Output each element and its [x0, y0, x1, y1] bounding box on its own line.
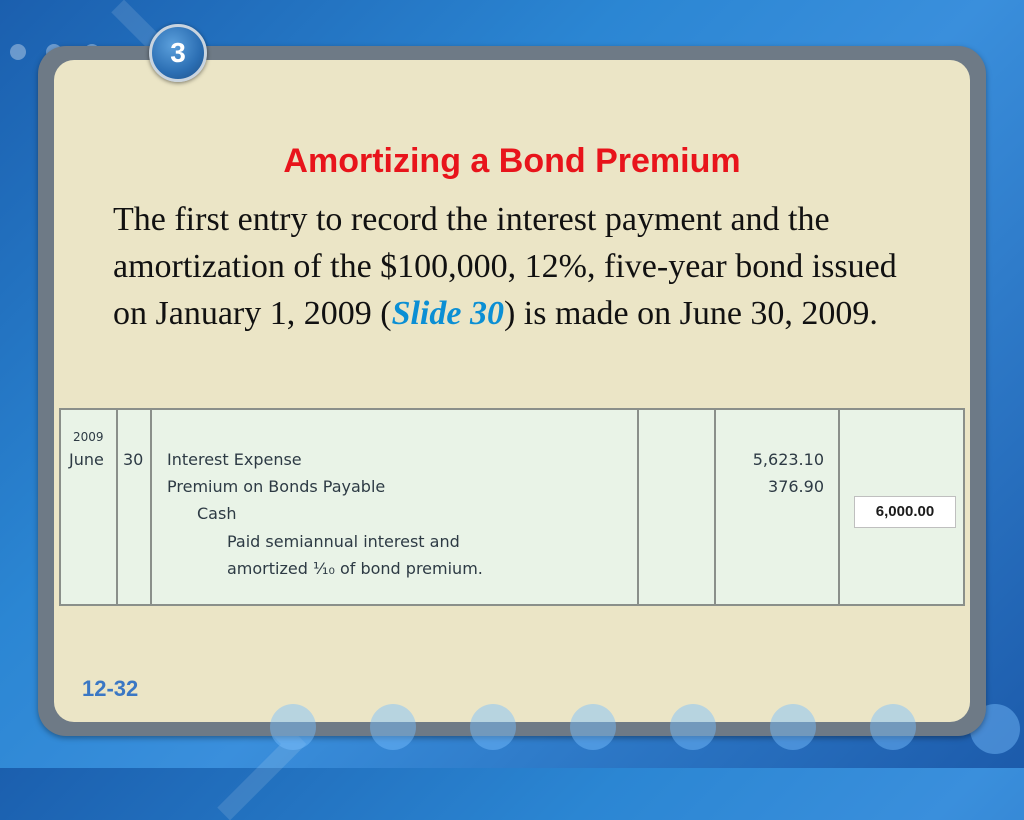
background-bubble — [870, 704, 916, 750]
journal-explanation-line: amortized ¹⁄₁₀ of bond premium. — [227, 559, 483, 578]
background-bubble — [470, 704, 516, 750]
journal-debit-amount: 5,623.10 — [752, 450, 824, 469]
slide-reference-link[interactable]: Slide 30 — [391, 295, 504, 332]
page-number: 12-32 — [82, 676, 139, 701]
journal-explanation-line: Paid semiannual interest and — [227, 532, 460, 551]
journal-entry-table — [59, 408, 965, 606]
journal-account-line: Cash — [197, 504, 237, 523]
background-bubble — [670, 704, 716, 750]
background-bubble — [370, 704, 416, 750]
background-bubble — [770, 704, 816, 750]
journal-credit-amount: 6,000.00 — [854, 496, 956, 528]
column-divider — [150, 410, 152, 604]
background-bubble — [570, 704, 616, 750]
journal-debit-amount: 376.90 — [768, 477, 824, 496]
background-dot — [10, 44, 26, 60]
journal-month: June — [69, 450, 104, 469]
column-divider — [637, 410, 639, 604]
body-text-part: The first entry to record the interest payment and the amortization of the $100,000, 12%, five-year bond issued on January 1, 2009 ( — [113, 201, 897, 332]
slide-body-text — [113, 196, 933, 337]
journal-day: 30 — [123, 450, 144, 469]
journal-year: 2009 — [73, 430, 104, 444]
background-bubble — [270, 704, 316, 750]
column-divider — [116, 410, 118, 604]
column-divider — [714, 410, 716, 604]
body-text-part: ) is made on June 30, 2009. — [503, 295, 878, 332]
column-divider — [838, 410, 840, 604]
journal-account-line: Premium on Bonds Payable — [167, 477, 386, 496]
journal-account-line: Interest Expense — [167, 450, 302, 469]
slide-title: Amortizing a Bond Premium — [283, 142, 741, 180]
slide-number-badge: 3 — [149, 24, 207, 82]
